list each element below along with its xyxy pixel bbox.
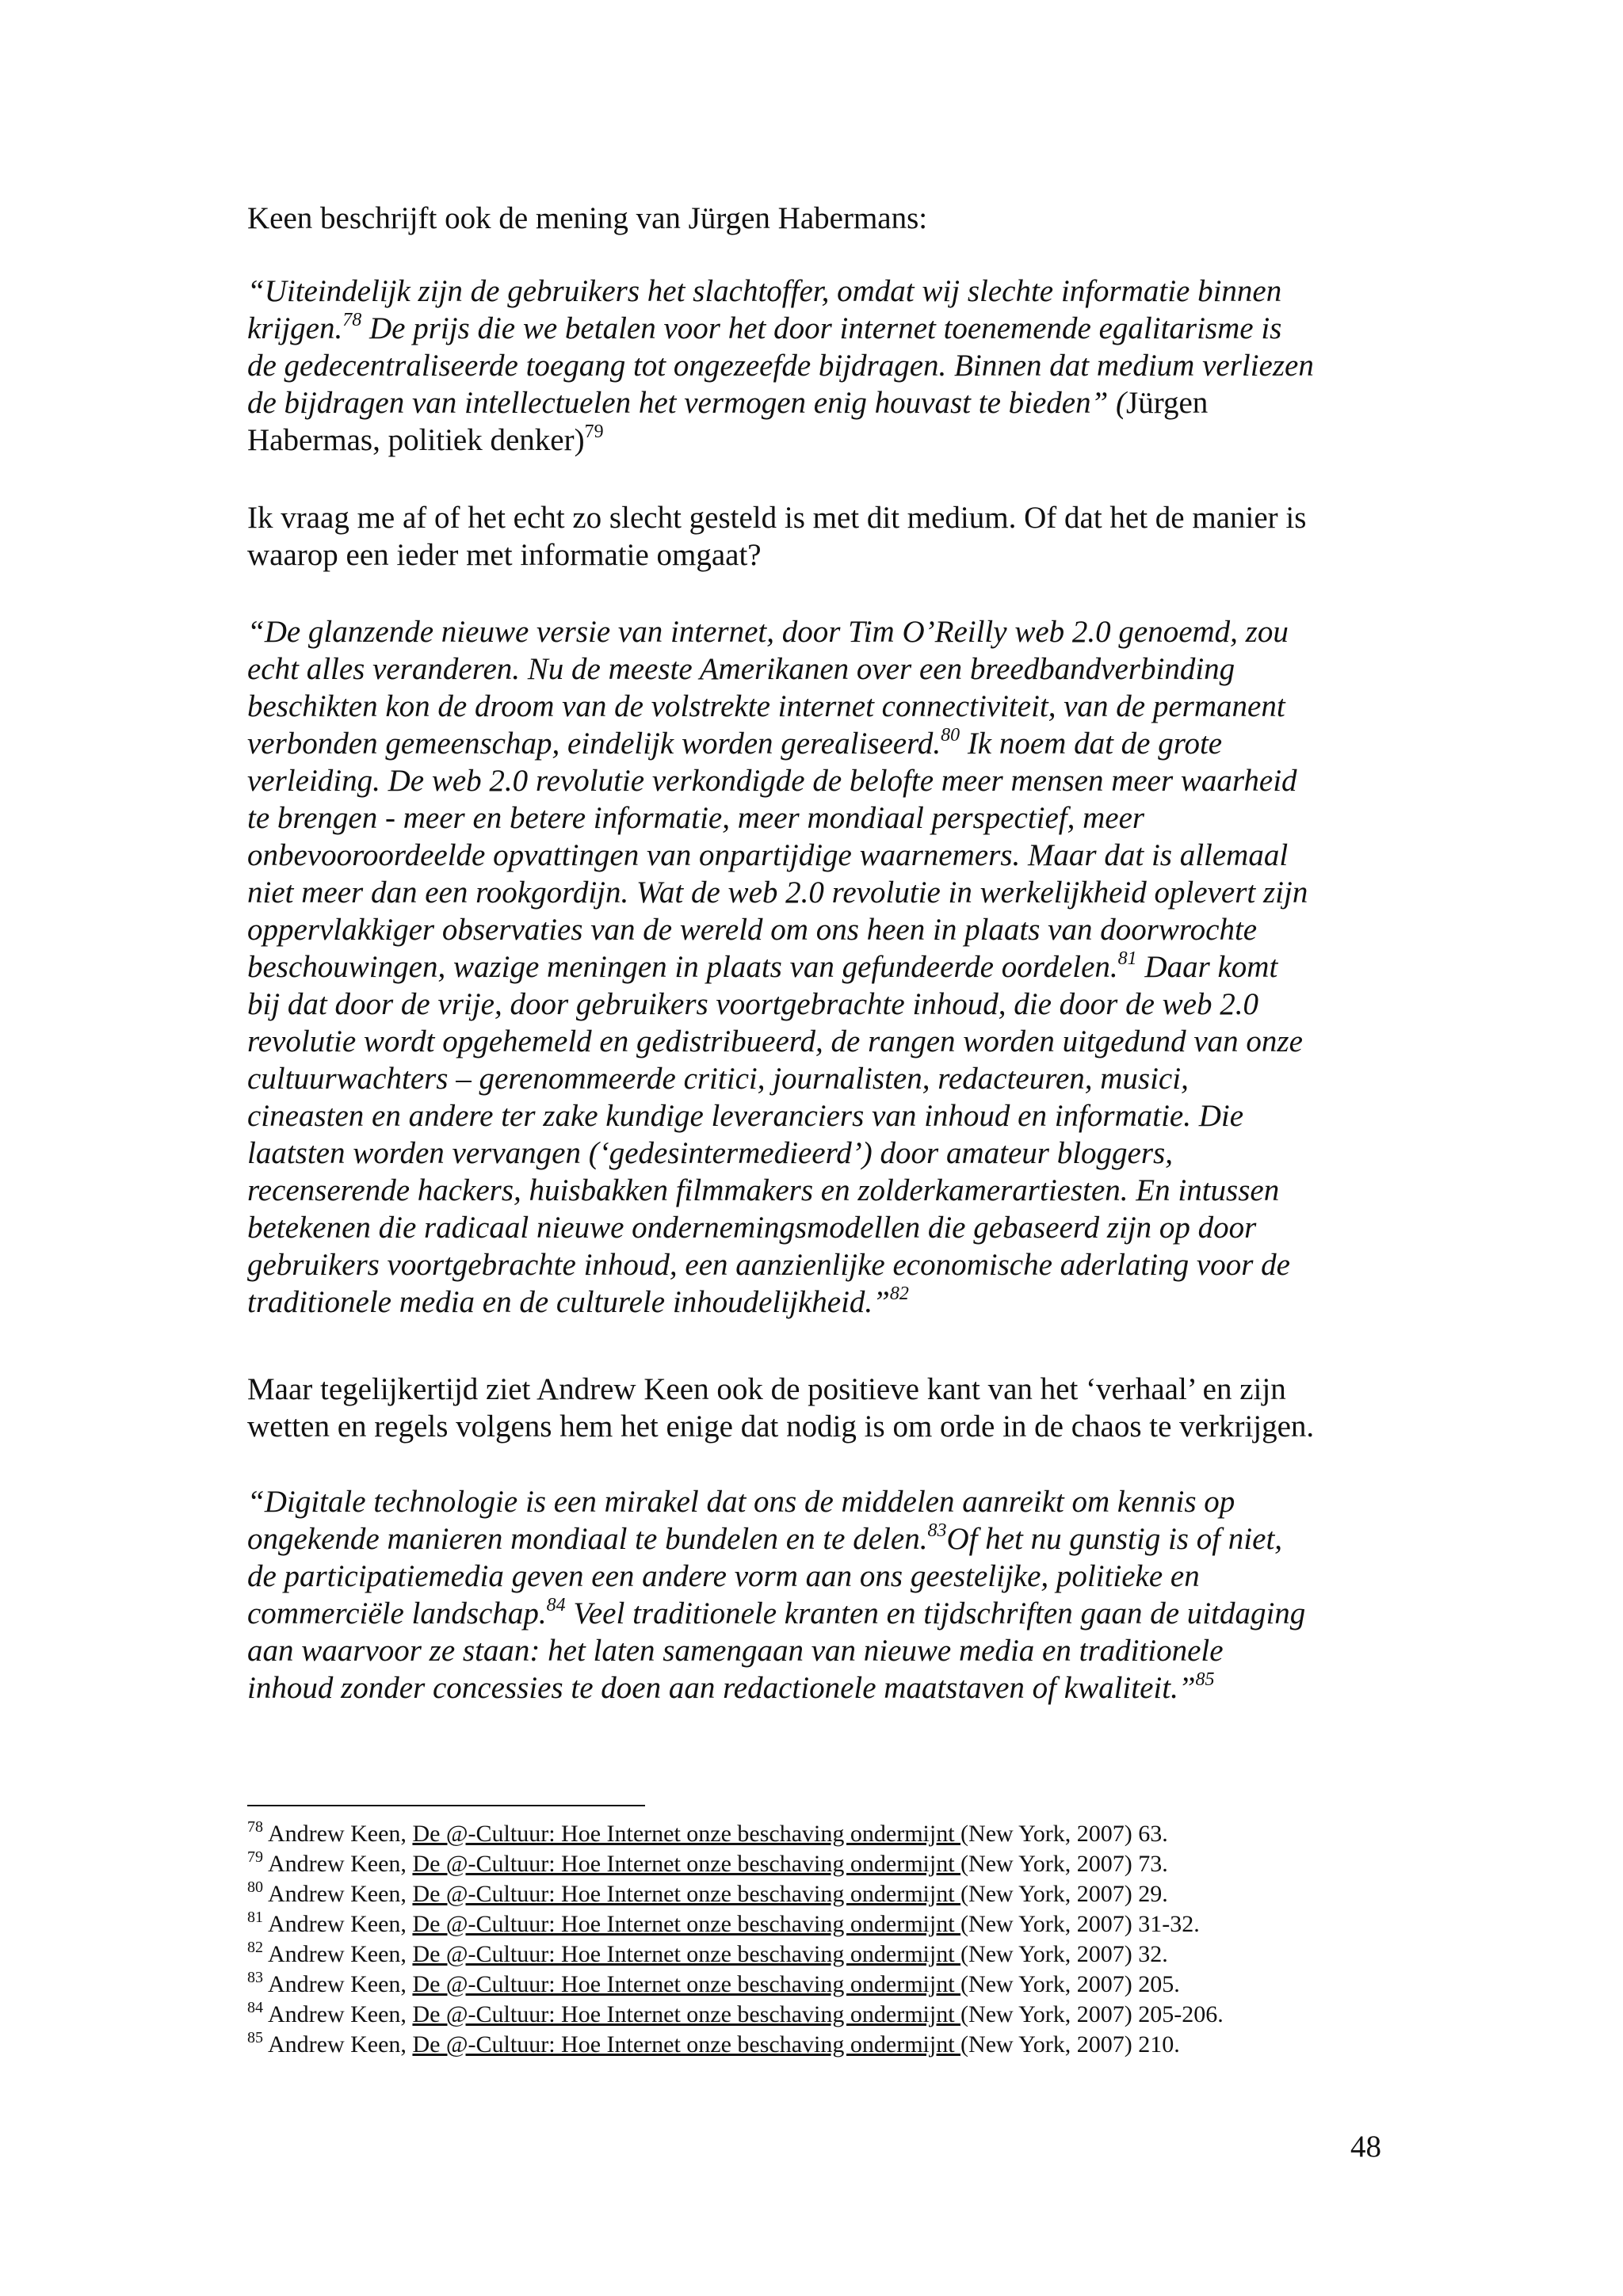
text-line: verbonden gemeenschap, eindelijk worden gerealiseerd.$^{80}$ Ik noem dat de grote [247,725,1223,761]
book-title-link[interactable]: De @-Cultuur: Hoe Internet onze beschaving ondermijnt [412,1911,961,1937]
text-line: Keen beschrijft ook de mening van Jürgen Habermans: [247,201,928,235]
text-line: revolutie wordt opgehemeld en gedistribueerd, de rangen worden uitgedund van onze [247,1024,1303,1058]
text-line: de participatiemedia geven een andere vorm aan ons geestelijke, politieke en [247,1559,1200,1593]
text-line: de gedecentraliseerde toegang tot ongezeefde bijdragen. Binnen dat medium verliezen [247,349,1314,383]
quote-web20 [247,613,1388,1321]
text-line: de bijdragen van intellectuelen het vermogen enig houvast te bieden” (Jürgen [247,386,1209,420]
text-line: traditionele media en de culturele inhoudelijkheid.”$^{82}$ [247,1283,909,1319]
quote-digitale-technologie [247,1483,1388,1707]
book-title-link[interactable]: De @-Cultuur: Hoe Internet onze beschaving ondermijnt [412,1821,961,1847]
text-line: “Digitale technologie is een mirakel dat ons de middelen aanreikt om kennis op [247,1485,1235,1519]
text-line: “Uiteindelijk zijn de gebruikers het slachtoffer, omdat wij slechte informatie binnen [247,274,1282,308]
footnote-79: $^{79}$ Andrew Keen, De @-Cultuur: Hoe Internet onze beschaving ondermijnt (New York, 2007) 73. [247,1848,1168,1877]
quote-habermas [247,273,1388,459]
footnote-separator [247,1805,645,1806]
text-line: laatsten worden vervangen (‘gedesintermedieerd’) door amateur bloggers, [247,1136,1173,1170]
footnote-78: $^{78}$ Andrew Keen, De @-Cultuur: Hoe Internet onze beschaving ondermijnt (New York, 2007) 63. [247,1818,1168,1847]
text-line: commerciële landschap.$^{84}$ Veel traditionele kranten en tijdschriften gaan de uitdaging [247,1595,1306,1630]
text-line: bij dat door de vrije, door gebruikers voortgebrachte inhoud, die door de web 2.0 [247,987,1258,1021]
text-line: oppervlakkiger observaties van de wereld om ons heen in plaats van doorwrochte [247,913,1258,947]
book-title-link[interactable]: De @-Cultuur: Hoe Internet onze beschaving ondermijnt [412,1851,961,1877]
book-title-link[interactable]: De @-Cultuur: Hoe Internet onze beschaving ondermijnt [412,1971,961,1997]
text-line: echt alles veranderen. Nu de meeste Amerikanen over een breedbandverbinding [247,652,1235,686]
text-line: gebruikers voortgebrachte inhoud, een aanzienlijke economische aderlating voor de [247,1248,1290,1282]
text-line: beschouwingen, wazige meningen in plaats van gefundeerde oordelen.$^{81}$ Daar komt [247,948,1278,984]
text-line: waarop een ieder met informatie omgaat? [247,538,762,572]
text-line: wetten en regels volgens hem het enige dat nodig is om orde in de chaos te verkrijgen. [247,1409,1315,1444]
footnote-ref-78[interactable]: 78 [342,310,362,330]
page-number: 48 [1350,2130,1381,2164]
footnote-ref-81[interactable]: 81 [1117,948,1137,969]
text-line: ongekende manieren mondiaal te bundelen en te delen.$^{83}$Of het nu gunstig is of niet, [247,1520,1283,1556]
text-line: krijgen.$^{78}$ De prijs die we betalen voor het door internet toenemende egalitarisme is [247,310,1282,345]
text-line: recenserende hackers, huisbakken filmmakers en zolderkamerartiesten. En intussen [247,1173,1280,1207]
book-title-link[interactable]: De @-Cultuur: Hoe Internet onze beschaving ondermijnt [412,2001,961,2027]
text-line: betekenen die radicaal nieuwe ondernemingsmodellen die gebaseerd zijn op door [247,1211,1257,1245]
intro-paragraph [247,200,1388,237]
footnote-83: $^{83}$ Andrew Keen, De @-Cultuur: Hoe Internet onze beschaving ondermijnt (New York, 2007) 205. [247,1969,1180,1997]
book-title-link[interactable]: De @-Cultuur: Hoe Internet onze beschaving ondermijnt [412,1941,961,1967]
text-line: te brengen - meer en betere informatie, meer mondiaal perspectief, meer [247,801,1145,835]
text-line: verleiding. De web 2.0 revolutie verkondigde de belofte meer mensen meer waarheid [247,764,1297,798]
footnote-81: $^{81}$ Andrew Keen, De @-Cultuur: Hoe Internet onze beschaving ondermijnt (New York, 2007) 31-32. [247,1909,1200,1937]
text-line: onbevooroordeelde opvattingen van onpartijdige waarnemers. Maar dat is allemaal [247,838,1289,872]
footnote-ref-79[interactable]: 79 [584,421,604,442]
footnote-ref-85[interactable]: 85 [1195,1669,1215,1690]
maar-paragraph [247,1371,1388,1445]
text-line: cultuurwachters – gerenommeerde critici, journalisten, redacteuren, musici, [247,1062,1189,1096]
question-paragraph [247,499,1388,574]
book-title-link[interactable]: De @-Cultuur: Hoe Internet onze beschaving ondermijnt [412,1881,961,1907]
footnote-ref-80[interactable]: 80 [941,725,960,746]
footnote-85: $^{85}$ Andrew Keen, De @-Cultuur: Hoe Internet onze beschaving ondermijnt (New York, 2007) 210. [247,2029,1180,2058]
book-title-link[interactable]: De @-Cultuur: Hoe Internet onze beschaving ondermijnt [412,2031,961,2058]
text-line: cineasten en andere ter zake kundige leveranciers van inhoud en informatie. Die [247,1099,1244,1133]
text-line: Maar tegelijkertijd ziet Andrew Keen ook de positieve kant van het ‘verhaal’ en zijn [247,1372,1286,1406]
footnote-80: $^{80}$ Andrew Keen, De @-Cultuur: Hoe Internet onze beschaving ondermijnt (New York, 2007) 29. [247,1878,1168,1907]
footnote-ref-82[interactable]: 82 [889,1283,909,1304]
text-line: aan waarvoor ze staan: het laten samengaan van nieuwe media en traditionele [247,1634,1224,1668]
footnote-82: $^{82}$ Andrew Keen, De @-Cultuur: Hoe Internet onze beschaving ondermijnt (New York, 2007) 32. [247,1939,1168,1967]
text-line: inhoud zonder concessies te doen aan redactionele maatstaven of kwaliteit.”$^{85}$ [247,1669,1215,1705]
text-line: niet meer dan een rookgordijn. Wat de web 2.0 revolutie in werkelijkheid oplevert zijn [247,875,1308,910]
footnote-ref-84[interactable]: 84 [546,1595,566,1615]
text-line: Ik vraag me af of het echt zo slecht gesteld is met dit medium. Of dat het de manier is [247,501,1307,535]
footnote-ref-83[interactable]: 83 [927,1520,947,1541]
footnote-84: $^{84}$ Andrew Keen, De @-Cultuur: Hoe Internet onze beschaving ondermijnt (New York, 2007) 205-206. [247,1999,1224,2027]
text-line: Habermas, politiek denker)$^{79}$ [247,421,604,457]
text-line: “De glanzende nieuwe versie van internet, door Tim O’Reilly web 2.0 genoemd, zou [247,615,1289,649]
text-line: beschikten kon de droom van de volstrekte internet connectiviteit, van de permanent [247,689,1285,723]
